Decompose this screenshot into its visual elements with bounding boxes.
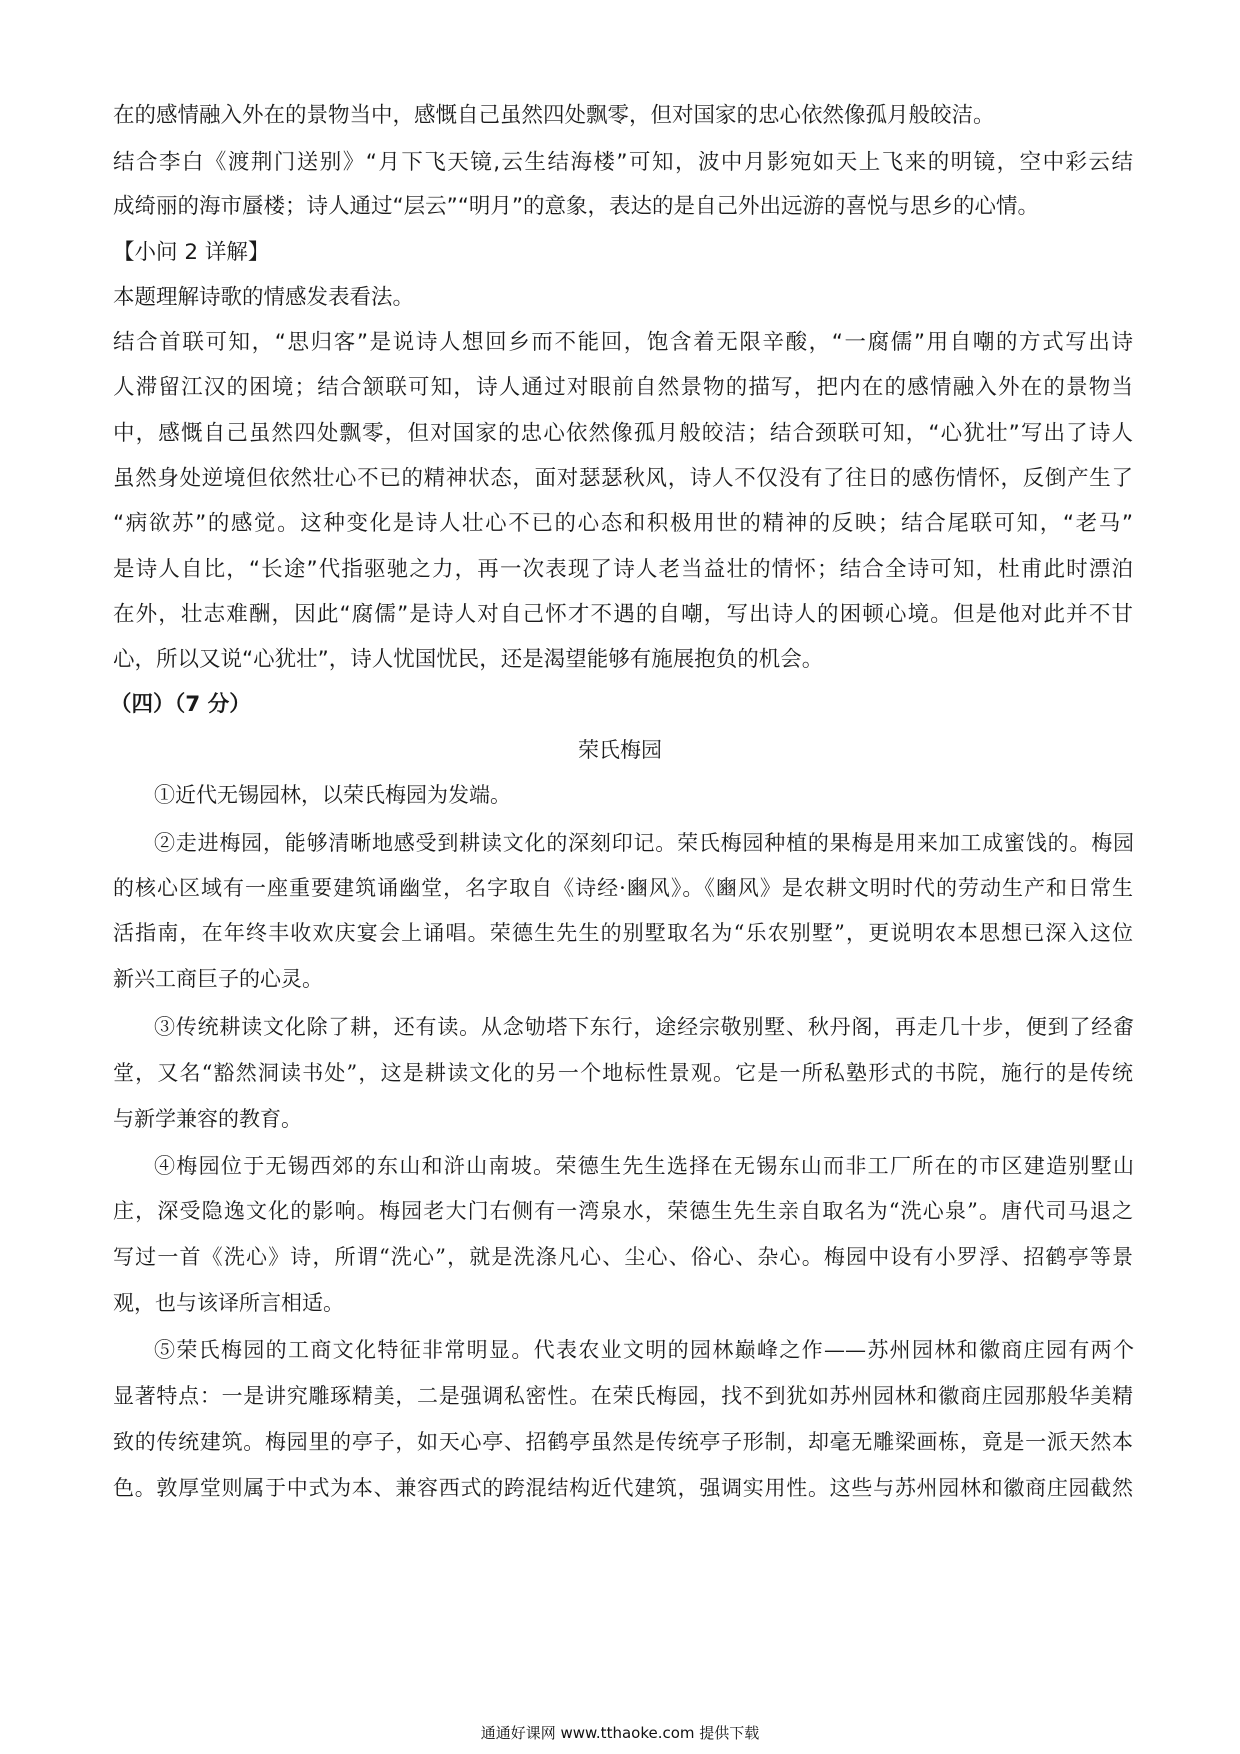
section-label: 【小问 2 详解】 — [113, 240, 270, 265]
footer-credit: 通通好课网 www.tthaoke.com 提供下载 — [480, 1724, 760, 1742]
article-paragraph-line: 观，也与该译所言相适。 — [113, 1291, 344, 1315]
q2-line: 中，感慨自己虽然四处飘零，但对国家的忠心依然像孤月般皎洁；结合颈联可知，“心犹壮”写出了诗人 — [113, 421, 1133, 446]
q2-line: 虽然身处逆境但依然壮心不已的精神状态，面对瑟瑟秋风，诗人不仅没有了往日的感伤情怀，反倒产生了 — [113, 466, 1133, 491]
q2-line: 结合首联可知，“思归客”是说诗人想回乡而不能回，饱含着无限辛酸，“一腐儒”用自嘲的方式写出诗 — [113, 330, 1133, 355]
article-paragraph-line: 活指南，在年终丰收欢庆宴会上诵唱。荣德生先生的别墅取名为“乐农别墅”，更说明农本思想已深入这位 — [113, 921, 1133, 945]
q2-line: “病欲苏”的感觉。这种变化是诗人壮心不已的心态和积极用世的精神的反映；结合尾联可知，“老马” — [113, 511, 1133, 536]
article-paragraph-line: ③传统耕读文化除了耕，还有读。从念劬塔下东行，途经宗敬别墅、秋丹阁，再走几十步，便到了经畬 — [154, 1015, 1134, 1039]
article-paragraph-line: 写过一首《洗心》诗，所谓“洗心”，就是洗涤凡心、尘心、俗心、杂心。梅园中设有小罗浮、招鹤亭等景 — [113, 1245, 1133, 1269]
analysis-line: 成绮丽的海市蜃楼；诗人通过“层云”“明月”的意象，表达的是自己外出远游的喜悦与思乡的心情。 — [113, 194, 1040, 219]
article-paragraph-line: 与新学兼容的教育。 — [113, 1107, 302, 1131]
section-heading: （四）（7 分） — [110, 692, 251, 717]
article-paragraph-line: ①近代无锡园林，以荣氏梅园为发端。 — [154, 783, 511, 807]
q2-line: 是诗人自比，“长途”代指驱驰之力，再一次表现了诗人老当益壮的情怀；结合全诗可知，杜甫此时漂泊 — [113, 557, 1133, 582]
q2-line: 在外，壮志难酬，因此“腐儒”是诗人对自己怀才不遇的自嘲，写出诗人的困顿心境。但是他对此并不甘 — [113, 602, 1133, 627]
analysis-line: 结合李白《渡荆门送别》“月下飞天镜,云生结海楼”可知，波中月影宛如天上飞来的明镜，空中彩云结 — [113, 150, 1133, 175]
article-paragraph-line: ④梅园位于无锡西郊的东山和浒山南坡。荣德生先生选择在无锡东山而非工厂所在的市区建造别墅山 — [154, 1154, 1134, 1178]
q2-line: 人滞留江汉的困境；结合颔联可知，诗人通过对眼前自然景物的描写，把内在的感情融入外在的景物当 — [113, 375, 1133, 400]
q2-line: 心，所以又说“心犹壮”，诗人忧国忧民，还是渴望能够有施展抱负的机会。 — [113, 647, 824, 672]
q2-line: 本题理解诗歌的情感发表看法。 — [113, 285, 415, 310]
analysis-line: 在的感情融入外在的景物当中，感慨自己虽然四处飘零，但对国家的忠心依然像孤月般皎洁。 — [113, 103, 995, 128]
article-title: 荣氏梅园 — [578, 738, 662, 762]
article-paragraph-line: 致的传统建筑。梅园里的亭子，如天心亭、招鹤亭虽然是传统亭子形制，却毫无雕梁画栋，竟是一派天然本 — [113, 1430, 1133, 1454]
article-paragraph-line: ⑤荣氏梅园的工商文化特征非常明显。代表农业文明的园林巅峰之作——苏州园林和徽商庄园有两个 — [154, 1338, 1134, 1362]
article-paragraph-line: 色。敦厚堂则属于中式为本、兼容西式的跨混结构近代建筑，强调实用性。这些与苏州园林和徽商庄园截然 — [113, 1476, 1133, 1500]
article-paragraph-line: 显著特点：一是讲究雕琢精美，二是强调私密性。在荣氏梅园，找不到犹如苏州园林和徽商庄园那般华美精 — [113, 1384, 1133, 1408]
article-paragraph-line: 新兴工商巨子的心灵。 — [113, 967, 323, 991]
article-paragraph-line: 堂，又名“豁然洞读书处”，这是耕读文化的另一个地标性景观。它是一所私塾形式的书院，施行的是传统 — [113, 1061, 1133, 1085]
article-paragraph-line: ②走进梅园，能够清晰地感受到耕读文化的深刻印记。荣氏梅园种植的果梅是用来加工成蜜饯的。梅园 — [154, 831, 1134, 855]
article-paragraph-line: 庄，深受隐逸文化的影响。梅园老大门右侧有一湾泉水，荣德生先生亲自取名为“洗心泉”。唐代司马退之 — [113, 1199, 1133, 1223]
article-paragraph-line: 的核心区域有一座重要建筑诵幽堂，名字取自《诗经·豳风》。《豳风》是农耕文明时代的劳动生产和日常生 — [113, 876, 1133, 900]
